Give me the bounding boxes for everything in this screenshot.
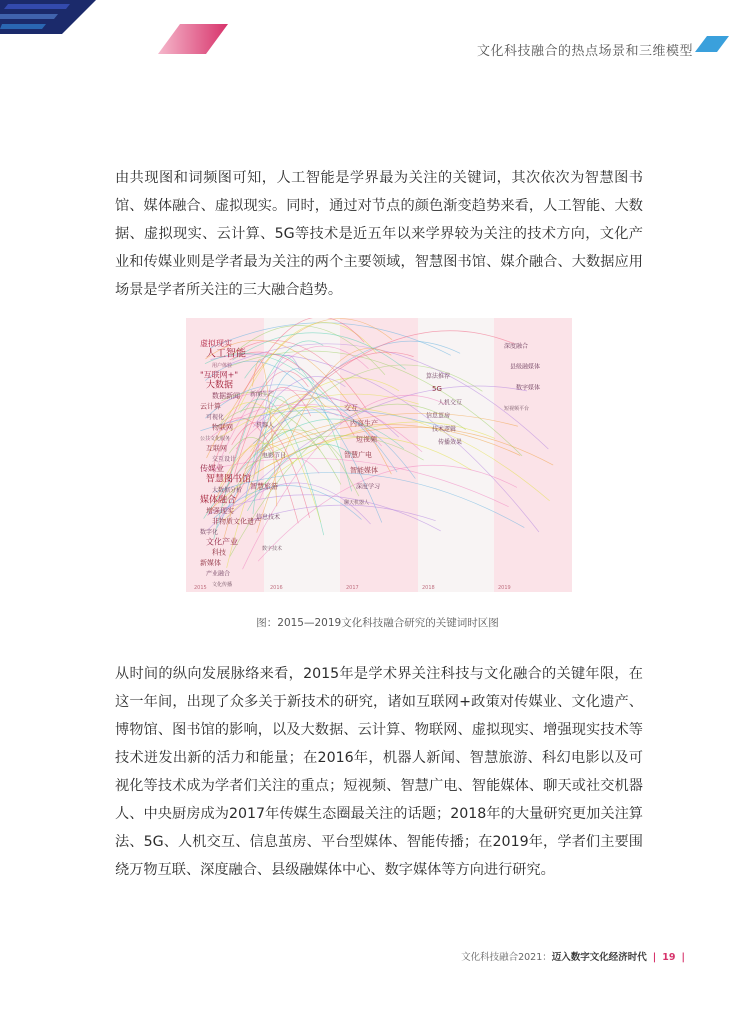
y2015-keyword: 云计算 [200, 402, 221, 411]
body-paragraph-2: 从时间的纵向发展脉络来看，2015年是学术界关注科技与文化融合的关键年限，在这一年间，出现了众多关于新技术的研究，诸如互联网+政策对传媒业、文化遗产、博物馆、图书馆的影响，以及大数据、云计算、物联网、虚拟现实、增强现实技术等技术迸发出新的活力和能量；在2016年，机器人新闻、智慧旅游、科幻电影以及可视化等技术成为学者们关注的重点；短视频、智慧广电、智能媒体、聊天或社交机器人、中央厨房成为2017年传媒生态圈最关注的话题；2018年的大量研究更加关注算法、5G、人机交互、信息茧房、平台型媒体、智能传播；在2019年，学者们主要围绕万物互联、深度融合、县级融媒体中心、数字媒体等方向进行研究。 [115, 666, 643, 878]
y2019-keyword: 数字媒体 [516, 384, 541, 392]
running-header-title: 文化科技融合的热点场景和三维模型 [476, 44, 693, 59]
footer-report-subtitle: 迈入数字文化经济时代 [551, 952, 647, 963]
footer-divider-end: | [681, 952, 685, 963]
keyword-timezone-map [186, 318, 572, 592]
y2015-keyword: 科技 [212, 548, 226, 557]
page-number: 19 [662, 952, 676, 963]
header-decoration-pink [158, 24, 228, 54]
y2018-keyword: 信息茧房 [426, 412, 451, 420]
header-decoration-blue [695, 36, 729, 52]
y2015-keyword: 大数据分析 [212, 487, 243, 495]
y2015-keyword: 用户体验 [212, 362, 233, 369]
keyword-timezone-figure [186, 318, 572, 592]
year-label: 2019 [498, 585, 511, 591]
y2015-keyword: 新媒体 [200, 559, 221, 568]
footer-report-title: 文化科技融合2021： [461, 952, 552, 963]
y2017-keyword: 聊天机器人 [344, 500, 370, 506]
y2016-keyword: 电影节目 [262, 452, 287, 460]
y2015-keyword: 产业融合 [206, 570, 231, 578]
y2016-keyword: 数字技术 [262, 546, 283, 552]
y2015-keyword: 文化传播 [212, 582, 233, 588]
y2015-keyword: 数字化 [200, 528, 219, 536]
year-label: 2017 [346, 585, 359, 591]
y2015-keyword: 数据新闻 [212, 392, 240, 401]
body-paragraph-1: 由共现图和词频图可知，人工智能是学界最为关注的关键词，其次依次为智慧图书馆、媒体融合、虚拟现实。同时，通过对节点的颜色渐变趋势来看，人工智能、大数据、虚拟现实、云计算、5G等技术是近五年以来学界较为关注的技术方向，文化产业和传媒业则是学者最为关注的两个主要领域，智慧图书馆、媒介融合、大数据应用场景是学者所关注的三大融合趋势。 [115, 170, 643, 298]
y2019-keyword: 深度融合 [504, 343, 529, 350]
y2017-keyword: 内容生产 [350, 419, 378, 428]
figure-caption: 图：2015—2019文化科技融合研究的关键词时区图 [256, 617, 499, 629]
y2019-keyword: 县级融媒体 [510, 363, 541, 371]
y2018-keyword: 技术逻辑 [432, 425, 457, 433]
y2016-keyword: 新闻生产 [250, 391, 275, 398]
y2016-keyword: 智慧旅游 [250, 482, 278, 491]
y2017-keyword: 智慧广电 [344, 451, 372, 459]
year-label: 2015 [194, 585, 207, 591]
y2015-keyword: 媒体融合 [200, 495, 237, 506]
y2018-keyword: 人机交互 [438, 399, 463, 407]
y2015-keyword: 文化产业 [206, 537, 238, 547]
y2018-keyword: 算法推荐 [426, 373, 451, 380]
y2015-keyword: 可视化 [206, 414, 225, 422]
y2018-keyword: 5G [432, 385, 442, 394]
y2016-keyword: 机器人 [256, 421, 275, 429]
header-decoration-dark [0, 0, 110, 34]
y2017-keyword: 交互 [344, 404, 358, 412]
y2015-keyword: 虚拟现实 [200, 339, 232, 348]
y2015-keyword: 智慧图书馆 [206, 474, 252, 485]
y2015-keyword: 交互设计 [212, 455, 237, 463]
year-label: 2016 [270, 585, 283, 591]
y2018-keyword: 传播效果 [438, 439, 463, 446]
y2015-keyword: 互联网 [206, 444, 227, 453]
y2015-keyword: 非物质文化遗产 [212, 517, 261, 526]
y2017-keyword: 智能媒体 [350, 466, 378, 475]
y2017-keyword: 深度学习 [356, 483, 381, 491]
y2016-keyword: 信息技术 [256, 514, 281, 522]
y2015-keyword: 公共文化服务 [200, 435, 231, 442]
year-label: 2018 [422, 585, 435, 591]
y2019-keyword: 短视频平台 [504, 406, 530, 412]
y2015-keyword: 人工智能 [206, 348, 246, 360]
y2015-keyword: 物联网 [212, 423, 233, 432]
y2015-keyword: 传媒业 [200, 464, 224, 474]
footer-divider: | [652, 952, 657, 963]
y2015-keyword: 大数据 [206, 380, 234, 391]
y2017-keyword: 短视频 [356, 435, 377, 444]
page-footer [461, 949, 691, 963]
y2015-keyword: 增强现实 [206, 506, 234, 515]
y2015-keyword: "互联网+" [200, 370, 239, 380]
